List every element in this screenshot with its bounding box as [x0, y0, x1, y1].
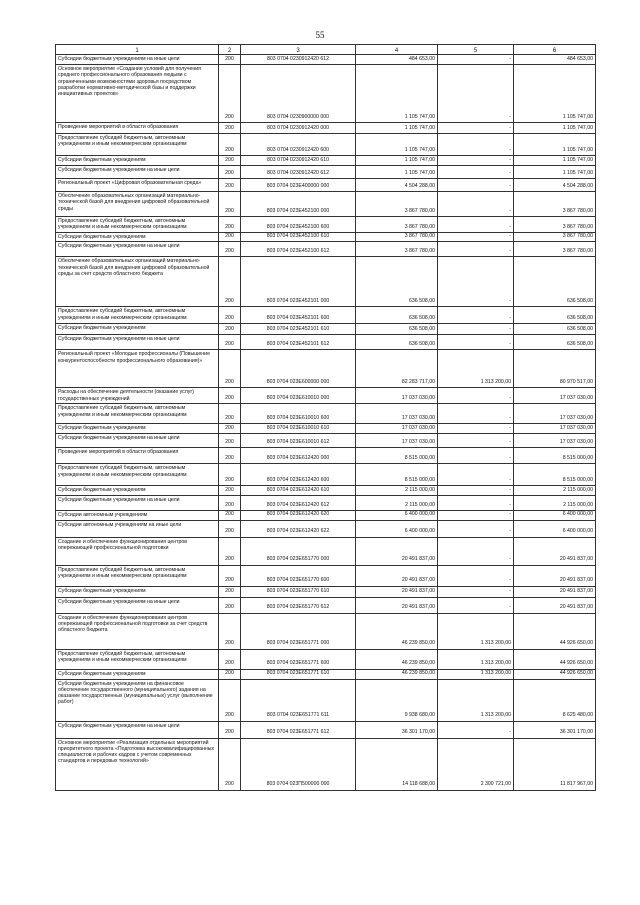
row-name-cell: Создание и обеспечение функционирования центров опережающей профессиональной подготовки за счет средств областного бюджета	[56, 613, 219, 649]
row-amount-cell: 6 400 000,00	[356, 520, 438, 537]
table-row	[56, 434, 596, 448]
row-amount-cell: 636 508,00	[356, 307, 438, 324]
table-row	[56, 65, 596, 123]
row-kbk-cell: 803 0704 023E651770 612	[241, 597, 356, 613]
row-code-cell: 200	[219, 233, 241, 242]
row-change-cell: -	[438, 486, 514, 496]
row-kbk-cell: 803 0704 023E600000 000	[241, 350, 356, 388]
row-total-cell: 1 105 747,00	[514, 134, 596, 156]
row-name-cell: Субсидии бюджетным учреждениям	[56, 424, 219, 434]
table-row	[56, 597, 596, 613]
row-amount-cell: 1 105 747,00	[356, 123, 438, 134]
row-code-cell: 200	[219, 156, 241, 166]
row-name-cell: Проведение мероприятий в области образования	[56, 448, 219, 464]
table-row	[56, 242, 596, 257]
page-number: 55	[315, 30, 325, 40]
row-total-cell: 20 491 837,00	[514, 537, 596, 565]
row-name-cell: Субсидии бюджетным учреждениям	[56, 156, 219, 166]
row-total-cell: 4 504 288,00	[514, 179, 596, 192]
table-row	[56, 55, 596, 65]
row-name-cell: Основное мероприятие «Реализация отдельных мероприятий приоритетного проекта «Подготовка высококвалифицированных специалистов и рабочих кадров с учетом современных стандартов и передовых технологий»	[56, 738, 219, 790]
row-amount-cell: 3 867 780,00	[356, 217, 438, 233]
row-kbk-cell: 803 0704 023П500000 000	[241, 738, 356, 790]
row-total-cell: 6 400 000,00	[514, 511, 596, 520]
row-name-cell: Расходы на обеспечение деятельности (оказание услуг) государственных учреждений	[56, 388, 219, 404]
row-name-cell: Предоставление субсидий бюджетным, автономным учреждениям и иным некоммерческим организациям	[56, 649, 219, 669]
table-row	[56, 537, 596, 565]
row-name-cell: Субсидии автономным учреждениям	[56, 511, 219, 520]
table-row	[56, 233, 596, 242]
row-change-cell: -	[438, 496, 514, 511]
row-total-cell: 17 037 030,00	[514, 434, 596, 448]
header-cell: 4	[356, 45, 438, 55]
row-change-cell: -	[438, 586, 514, 597]
row-name-cell: Предоставление субсидий бюджетным, автономным учреждениям и иным некоммерческим организациям	[56, 404, 219, 424]
row-kbk-cell: 803 0704 023E651771 611	[241, 679, 356, 721]
row-code-cell: 200	[219, 649, 241, 669]
row-kbk-cell: 803 0704 0230912420 612	[241, 55, 356, 65]
row-total-cell: 3 867 780,00	[514, 233, 596, 242]
row-kbk-cell: 803 0704 023E610010 000	[241, 388, 356, 404]
row-total-cell: 1 105 747,00	[514, 65, 596, 123]
table-row	[56, 520, 596, 537]
row-kbk-cell: 803 0704 0230912420 000	[241, 123, 356, 134]
row-amount-cell: 484 653,00	[356, 55, 438, 65]
row-name-cell: Субсидии бюджетным учреждениям на финансовое обеспечение государственного (муниципального) задания на оказание государственных (муниципальных) услуг (выполнение работ)	[56, 679, 219, 721]
row-code-cell: 200	[219, 496, 241, 511]
row-amount-cell: 14 118 688,00	[356, 738, 438, 790]
row-code-cell: 200	[219, 192, 241, 217]
table-row	[56, 649, 596, 669]
row-total-cell: 11 817 967,00	[514, 738, 596, 790]
row-name-cell: Региональный проект «Молодые профессионалы (Повышение конкурентоспособности профессионального образования)»	[56, 350, 219, 388]
row-change-cell: -	[438, 388, 514, 404]
row-amount-cell: 17 037 030,00	[356, 404, 438, 424]
row-name-cell: Субсидии бюджетным учреждениям	[56, 324, 219, 335]
row-name-cell: Субсидии бюджетным учреждениям на иные цели	[56, 721, 219, 738]
row-amount-cell: 8 515 000,00	[356, 464, 438, 486]
row-amount-cell: 1 105 747,00	[356, 134, 438, 156]
table-row	[56, 738, 596, 790]
row-name-cell: Обеспечение образовательных организаций материально-технической базой для внедрения цифровой образовательной среды	[56, 192, 219, 217]
row-amount-cell: 2 115 000,00	[356, 496, 438, 511]
row-kbk-cell: 803 0704 023E452101 600	[241, 307, 356, 324]
row-code-cell: 200	[219, 597, 241, 613]
row-name-cell: Субсидии бюджетным учреждениям	[56, 486, 219, 496]
row-code-cell: 200	[219, 486, 241, 496]
header-cell: 6	[514, 45, 596, 55]
table-row	[56, 217, 596, 233]
row-name-cell: Предоставление субсидий бюджетным, автономным учреждениям и иным некоммерческим организациям	[56, 217, 219, 233]
row-total-cell: 636 508,00	[514, 257, 596, 307]
row-change-cell: 1 313 200,00	[438, 669, 514, 679]
row-name-cell: Субсидии бюджетным учреждениям	[56, 669, 219, 679]
row-code-cell: 200	[219, 565, 241, 586]
row-code-cell: 200	[219, 520, 241, 537]
table-row	[56, 179, 596, 192]
row-change-cell: -	[438, 721, 514, 738]
table-row	[56, 448, 596, 464]
row-code-cell: 200	[219, 511, 241, 520]
row-name-cell: Субсидии бюджетным учреждениям на иные цели	[56, 335, 219, 350]
row-total-cell: 17 037 030,00	[514, 388, 596, 404]
row-total-cell: 636 508,00	[514, 324, 596, 335]
table-row	[56, 565, 596, 586]
row-change-cell: -	[438, 424, 514, 434]
row-name-cell: Создание и обеспечение функционирования центров опережающей профессиональной подготовки	[56, 537, 219, 565]
row-name-cell: Предоставление субсидий бюджетным, автономным учреждениям и иным некоммерческим организациям	[56, 464, 219, 486]
table-row	[56, 192, 596, 217]
row-change-cell: -	[438, 464, 514, 486]
row-change-cell: -	[438, 335, 514, 350]
row-name-cell: Субсидии автономным учреждениям на иные цели	[56, 520, 219, 537]
row-kbk-cell: 803 0704 023E612420 610	[241, 486, 356, 496]
row-amount-cell: 1 105 747,00	[356, 65, 438, 123]
row-code-cell: 200	[219, 350, 241, 388]
row-kbk-cell: 803 0704 023E452100 600	[241, 217, 356, 233]
row-code-cell: 200	[219, 669, 241, 679]
row-code-cell: 200	[219, 448, 241, 464]
row-name-cell: Предоставление субсидий бюджетным, автономным учреждениям и иным некоммерческим организациям	[56, 134, 219, 156]
row-code-cell: 200	[219, 307, 241, 324]
row-change-cell: -	[438, 242, 514, 257]
row-code-cell: 200	[219, 257, 241, 307]
row-total-cell: 3 867 780,00	[514, 217, 596, 233]
row-code-cell: 200	[219, 537, 241, 565]
row-change-cell: 1 313 200,00	[438, 649, 514, 669]
row-kbk-cell: 803 0704 0230912420 610	[241, 156, 356, 166]
row-code-cell: 200	[219, 434, 241, 448]
table-row	[56, 586, 596, 597]
row-name-cell: Субсидии бюджетным учреждениям на иные цели	[56, 166, 219, 179]
row-amount-cell: 3 867 780,00	[356, 192, 438, 217]
row-name-cell: Региональный проект «Цифровая образовательная среда»	[56, 179, 219, 192]
row-change-cell: -	[438, 192, 514, 217]
row-name-cell: Субсидии бюджетным учреждениям	[56, 586, 219, 597]
row-code-cell: 200	[219, 335, 241, 350]
row-kbk-cell: 803 0704 023E651771 000	[241, 613, 356, 649]
row-name-cell: Проведение мероприятий в области образования	[56, 123, 219, 134]
row-amount-cell: 636 508,00	[356, 324, 438, 335]
row-change-cell: -	[438, 217, 514, 233]
row-total-cell: 1 105 747,00	[514, 166, 596, 179]
row-change-cell: 1 313 200,00	[438, 350, 514, 388]
row-kbk-cell: 803 0704 023E452101 610	[241, 324, 356, 335]
header-cell: 2	[219, 45, 241, 55]
row-kbk-cell: 803 0704 023E610010 612	[241, 434, 356, 448]
row-total-cell: 80 970 517,00	[514, 350, 596, 388]
row-total-cell: 44 926 650,00	[514, 613, 596, 649]
table-row	[56, 257, 596, 307]
row-amount-cell: 82 283 717,00	[356, 350, 438, 388]
row-change-cell: -	[438, 597, 514, 613]
row-amount-cell: 3 867 780,00	[356, 242, 438, 257]
table-row	[56, 335, 596, 350]
row-code-cell: 200	[219, 217, 241, 233]
table-row	[56, 679, 596, 721]
table-row	[56, 721, 596, 738]
header-cell: 5	[438, 45, 514, 55]
table-row	[56, 496, 596, 511]
header-cell: 3	[241, 45, 356, 55]
row-amount-cell: 46 239 850,00	[356, 649, 438, 669]
row-total-cell: 20 491 837,00	[514, 565, 596, 586]
table-row	[56, 324, 596, 335]
row-code-cell: 200	[219, 404, 241, 424]
row-total-cell: 484 653,00	[514, 55, 596, 65]
row-code-cell: 200	[219, 388, 241, 404]
table-row	[56, 486, 596, 496]
row-total-cell: 20 491 837,00	[514, 586, 596, 597]
row-code-cell: 200	[219, 166, 241, 179]
row-total-cell: 44 926 650,00	[514, 649, 596, 669]
row-code-cell: 200	[219, 679, 241, 721]
row-change-cell: -	[438, 565, 514, 586]
row-kbk-cell: 803 0704 023E452101 000	[241, 257, 356, 307]
row-amount-cell: 1 105 747,00	[356, 166, 438, 179]
row-name-cell: Субсидии бюджетным учреждениям на иные цели	[56, 55, 219, 65]
row-total-cell: 636 508,00	[514, 307, 596, 324]
row-kbk-cell: 803 0704 023E452100 612	[241, 242, 356, 257]
row-kbk-cell: 803 0704 023E651770 600	[241, 565, 356, 586]
row-kbk-cell: 803 0704 023E612420 000	[241, 448, 356, 464]
row-kbk-cell: 803 0704 023E651770 000	[241, 537, 356, 565]
row-amount-cell: 9 938 680,00	[356, 679, 438, 721]
table-row	[56, 424, 596, 434]
table-body	[56, 55, 596, 791]
row-kbk-cell: 803 0704 0230900000 000	[241, 65, 356, 123]
table-row	[56, 511, 596, 520]
table-row	[56, 388, 596, 404]
row-amount-cell: 46 239 850,00	[356, 669, 438, 679]
row-name-cell: Основное мероприятие «Создание условий для получения среднего профессионального образования людьми с ограниченными возможностями здоровья посредством разработки нормативно-методической базы и поддержки инициативных проектов»	[56, 65, 219, 123]
table-row	[56, 613, 596, 649]
row-kbk-cell: 803 0704 023E612420 612	[241, 496, 356, 511]
row-kbk-cell: 803 0704 023E612420 600	[241, 464, 356, 486]
table-row	[56, 464, 596, 486]
row-kbk-cell: 803 0704 023E651770 610	[241, 586, 356, 597]
row-name-cell: Обеспечение образовательных организаций материально-технической базой для внедрения цифровой образовательной среды за счет средств областного бюджета	[56, 257, 219, 307]
row-change-cell: -	[438, 134, 514, 156]
row-kbk-cell: 803 0704 023E651771 610	[241, 669, 356, 679]
row-amount-cell: 3 867 780,00	[356, 233, 438, 242]
row-total-cell: 8 625 480,00	[514, 679, 596, 721]
row-total-cell: 17 037 030,00	[514, 404, 596, 424]
row-amount-cell: 17 037 030,00	[356, 388, 438, 404]
table-row	[56, 166, 596, 179]
row-total-cell: 20 491 837,00	[514, 597, 596, 613]
table-row	[56, 156, 596, 166]
row-total-cell: 3 867 780,00	[514, 192, 596, 217]
row-code-cell: 200	[219, 134, 241, 156]
row-total-cell: 2 115 000,00	[514, 496, 596, 511]
row-kbk-cell: 803 0704 023E452100 610	[241, 233, 356, 242]
table-row	[56, 404, 596, 424]
row-code-cell: 200	[219, 55, 241, 65]
row-kbk-cell: 803 0704 023E651771 600	[241, 649, 356, 669]
row-kbk-cell: 803 0704 023E612420 620	[241, 511, 356, 520]
row-amount-cell: 636 508,00	[356, 335, 438, 350]
row-name-cell: Субсидии бюджетным учреждениям на иные цели	[56, 496, 219, 511]
table-row	[56, 123, 596, 134]
table-row	[56, 669, 596, 679]
row-change-cell: -	[438, 179, 514, 192]
row-kbk-cell: 803 0704 023E452101 612	[241, 335, 356, 350]
row-change-cell: -	[438, 307, 514, 324]
row-kbk-cell: 803 0704 023E612420 622	[241, 520, 356, 537]
row-total-cell: 3 867 780,00	[514, 242, 596, 257]
row-kbk-cell: 803 0704 023E610010 610	[241, 424, 356, 434]
row-name-cell: Субсидии бюджетным учреждениям на иные цели	[56, 434, 219, 448]
row-kbk-cell: 803 0704 023E651771 612	[241, 721, 356, 738]
row-code-cell: 200	[219, 123, 241, 134]
row-code-cell: 200	[219, 424, 241, 434]
row-total-cell: 6 400 000,00	[514, 520, 596, 537]
row-amount-cell: 4 504 288,00	[356, 179, 438, 192]
row-amount-cell: 8 515 000,00	[356, 448, 438, 464]
row-change-cell: -	[438, 166, 514, 179]
row-name-cell: Предоставление субсидий бюджетным, автономным учреждениям и иным некоммерческим организациям	[56, 307, 219, 324]
row-amount-cell: 2 115 000,00	[356, 486, 438, 496]
row-amount-cell: 36 301 170,00	[356, 721, 438, 738]
row-amount-cell: 20 491 837,00	[356, 565, 438, 586]
row-change-cell: -	[438, 123, 514, 134]
row-amount-cell: 20 491 837,00	[356, 537, 438, 565]
table-row	[56, 134, 596, 156]
row-amount-cell: 20 491 837,00	[356, 597, 438, 613]
row-kbk-cell: 803 0704 023E610010 600	[241, 404, 356, 424]
row-total-cell: 17 037 030,00	[514, 424, 596, 434]
row-code-cell: 200	[219, 464, 241, 486]
row-name-cell: Субсидии бюджетным учреждениям на иные цели	[56, 242, 219, 257]
row-kbk-cell: 803 0704 0230912420 600	[241, 134, 356, 156]
header-cell: 1	[56, 45, 219, 55]
row-code-cell: 200	[219, 586, 241, 597]
row-total-cell: 1 105 747,00	[514, 123, 596, 134]
row-change-cell: -	[438, 434, 514, 448]
row-name-cell: Субсидии бюджетным учреждениям на иные цели	[56, 597, 219, 613]
row-amount-cell: 636 508,00	[356, 257, 438, 307]
row-kbk-cell: 803 0704 0230912420 612	[241, 166, 356, 179]
row-amount-cell: 46 239 850,00	[356, 613, 438, 649]
row-code-cell: 200	[219, 721, 241, 738]
table-row	[56, 307, 596, 324]
row-amount-cell: 6 400 000,00	[356, 511, 438, 520]
row-change-cell: -	[438, 233, 514, 242]
row-total-cell: 8 515 000,00	[514, 464, 596, 486]
row-change-cell: -	[438, 511, 514, 520]
row-change-cell: -	[438, 65, 514, 123]
row-code-cell: 200	[219, 65, 241, 123]
row-change-cell: -	[438, 324, 514, 335]
row-code-cell: 200	[219, 179, 241, 192]
row-change-cell: -	[438, 55, 514, 65]
row-total-cell: 1 105 747,00	[514, 156, 596, 166]
table-row	[56, 350, 596, 388]
row-amount-cell: 17 037 030,00	[356, 424, 438, 434]
row-change-cell: 1 313 200,00	[438, 613, 514, 649]
row-amount-cell: 1 105 747,00	[356, 156, 438, 166]
row-change-cell: 2 300 721,00	[438, 738, 514, 790]
header-row	[56, 45, 596, 55]
row-name-cell: Субсидии бюджетным учреждениям	[56, 233, 219, 242]
row-kbk-cell: 803 0704 023E400000 000	[241, 179, 356, 192]
row-total-cell: 636 508,00	[514, 335, 596, 350]
row-code-cell: 200	[219, 738, 241, 790]
budget-table	[55, 44, 596, 791]
row-code-cell: 200	[219, 242, 241, 257]
row-code-cell: 200	[219, 613, 241, 649]
row-total-cell: 8 515 000,00	[514, 448, 596, 464]
row-amount-cell: 17 037 030,00	[356, 434, 438, 448]
row-change-cell: -	[438, 537, 514, 565]
row-change-cell: -	[438, 257, 514, 307]
row-total-cell: 36 301 170,00	[514, 721, 596, 738]
row-change-cell: -	[438, 448, 514, 464]
row-kbk-cell: 803 0704 023E452100 000	[241, 192, 356, 217]
row-change-cell: -	[438, 404, 514, 424]
row-amount-cell: 20 491 837,00	[356, 586, 438, 597]
row-change-cell: -	[438, 520, 514, 537]
row-total-cell: 44 926 650,00	[514, 669, 596, 679]
row-total-cell: 2 115 000,00	[514, 486, 596, 496]
row-change-cell: 1 313 200,00	[438, 679, 514, 721]
row-change-cell: -	[438, 156, 514, 166]
row-code-cell: 200	[219, 324, 241, 335]
row-name-cell: Предоставление субсидий бюджетным, автономным учреждениям и иным некоммерческим организациям	[56, 565, 219, 586]
